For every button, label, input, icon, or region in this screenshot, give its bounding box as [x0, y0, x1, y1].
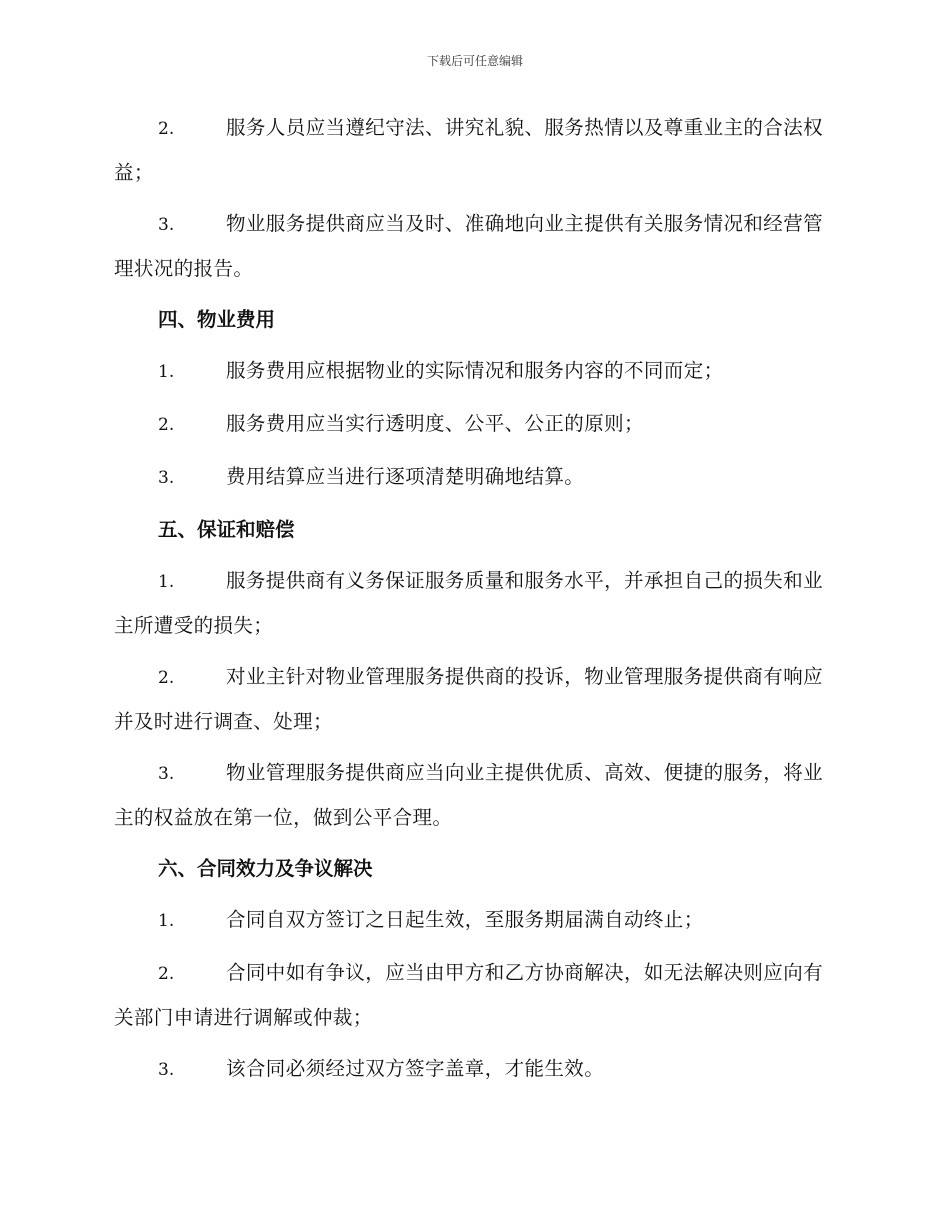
list-item: [114, 106, 836, 194]
item-number: 1.: [158, 362, 175, 382]
item-number: 2.: [158, 415, 175, 435]
item-text: 合同自双方签订之日起生效，至服务期届满自动终止；: [226, 908, 704, 931]
item-text: 合同中如有争议，应当由甲方和乙方协商解决，如无法解决则应向有关部门申请进行调解或仲裁；: [114, 961, 824, 1029]
item-text: 服务提供商有义务保证服务质量和服务水平，并承担自己的损失和业主所遭受的损失；: [114, 569, 824, 637]
list-item: [114, 349, 836, 394]
item-text: 费用结算应当进行逐项清楚明确地结算。: [226, 465, 585, 488]
section-heading: 四、物业费用: [158, 308, 276, 331]
document-body: [114, 106, 836, 1100]
list-item: [114, 655, 836, 743]
item-number: 2.: [158, 668, 175, 688]
list-item: [114, 402, 836, 447]
item-text: 物业服务提供商应当及时、准确地向业主提供有关服务情况和经营管理状况的报告。: [114, 212, 824, 280]
item-number: 2.: [158, 964, 175, 984]
item-text: 服务人员应当遵纪守法、讲究礼貌、服务热情以及尊重业主的合法权益；: [114, 116, 824, 184]
item-text: 对业主针对物业管理服务提供商的投诉，物业管理服务提供商有响应并及时进行调查、处理；: [114, 665, 824, 733]
page-header-note: 下载后可任意编辑: [426, 54, 523, 68]
item-text: 服务费用应根据物业的实际情况和服务内容的不同而定；: [226, 359, 724, 382]
list-item: [114, 455, 836, 500]
section-heading: 六、合同效力及争议解决: [158, 857, 373, 880]
item-text: 服务费用应当实行透明度、公平、公正的原则；: [226, 412, 644, 435]
item-number: 3.: [158, 1060, 175, 1080]
item-number: 2.: [158, 119, 175, 139]
list-item: [114, 898, 836, 943]
item-text: 物业管理服务提供商应当向业主提供优质、高效、便捷的服务，将业主的权益放在第一位，做到公平合理。: [114, 761, 824, 829]
item-number: 3.: [158, 468, 175, 488]
list-item: [114, 202, 836, 290]
list-item: [114, 751, 836, 839]
item-number: 1.: [158, 572, 175, 592]
section-heading: 五、保证和赔偿: [158, 518, 295, 541]
item-number: 3.: [158, 215, 175, 235]
list-item: [114, 1047, 836, 1092]
item-number: 1.: [158, 911, 175, 931]
item-number: 3.: [158, 764, 175, 784]
list-item: [114, 951, 836, 1039]
item-text: 该合同必须经过双方签字盖章，才能生效。: [226, 1057, 605, 1080]
list-item: [114, 559, 836, 647]
